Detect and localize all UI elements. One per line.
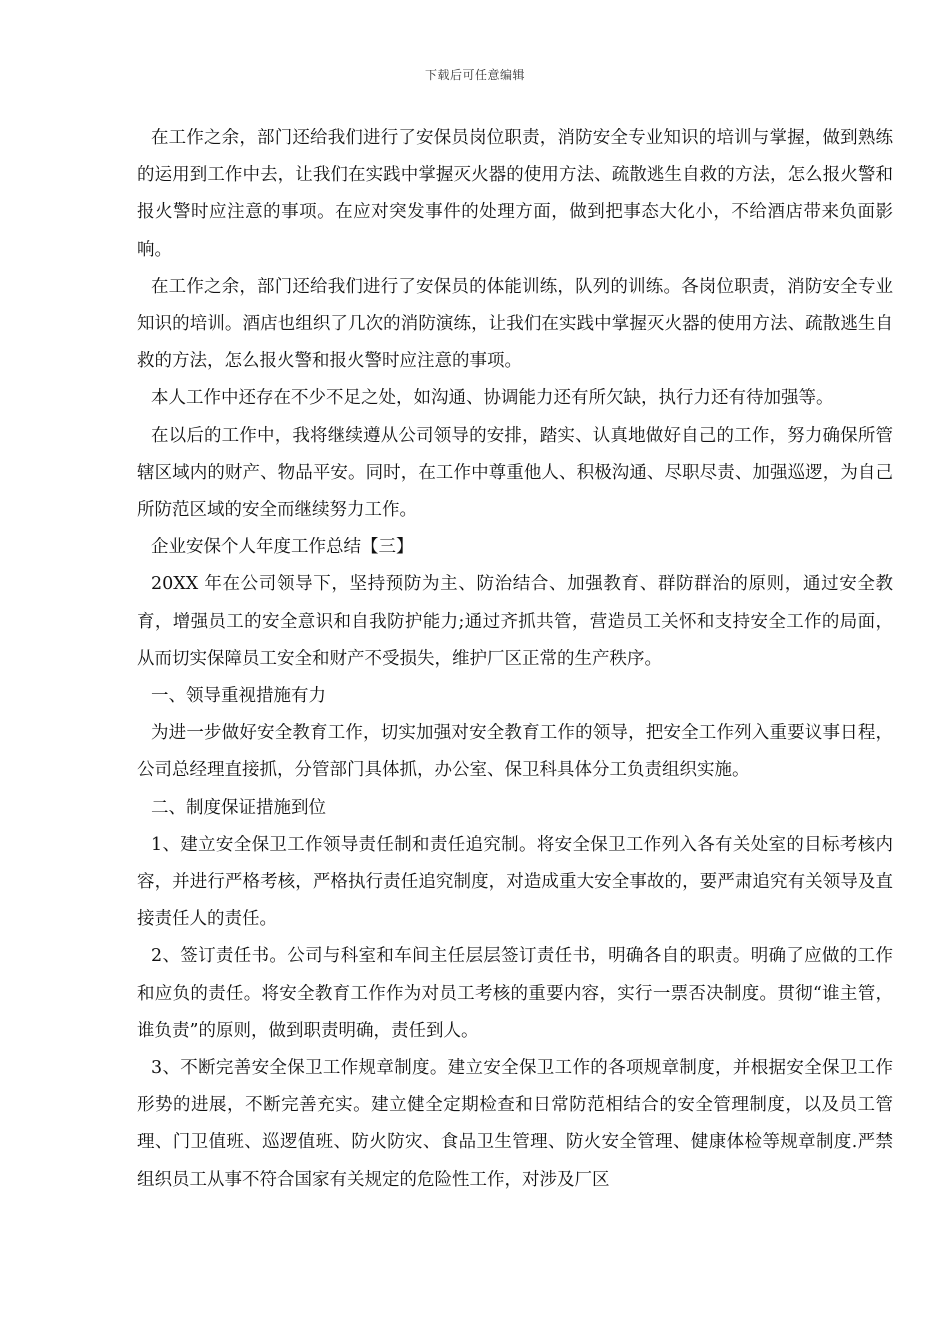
- paragraph: 1、建立安全保卫工作领导责任制和责任追究制。将安全保卫工作列入各有关处室的目标考核内容，并进行严格考核，严格执行责任追究制度，对造成重大安全事故的，要严肃追究有关领导及直接责任人的责任。: [137, 834, 893, 930]
- paragraph: 3、不断完善安全保卫工作规章制度。建立安全保卫工作的各项规章制度，并根据安全保卫工作形势的进展，不断完善充实。建立健全定期检查和日常防范相结合的安全管理制度，以及员工管理、门卫值班、巡逻值班、防火防灾、食品卫生管理、防火安全管理、健康体检等规章制度.严禁组织员工从事不符合国家有关规定的危险性工作，对涉及厂区: [137, 1058, 893, 1190]
- paragraph: 20XX 年在公司领导下，坚持预防为主、防治结合、加强教育、群防群治的原则，通过安全教育，增强员工的安全意识和自我防护能力;通过齐抓共管，营造员工关怀和支持安全工作的局面，从而切实保障员工安全和财产不受损失，维护厂区正常的生产秩序。: [137, 574, 893, 669]
- paragraph: 在工作之余，部门还给我们进行了安保员的体能训练，队列的训练。各岗位职责，消防安全专业知识的培训。酒店也组织了几次的消防演练，让我们在实践中掌握灭火器的使用方法、疏散逃生自救的方法，怎么报火警和报火警时应注意的事项。: [137, 276, 893, 372]
- section-title: 企业安保个人年度工作总结【三】: [151, 537, 414, 558]
- paragraph: 在以后的工作中，我将继续遵从公司领导的安排，踏实、认真地做好自己的工作，努力确保所管辖区域内的财产、物品平安。同时，在工作中尊重他人、积极沟通、尽职尽责、加强巡逻，为自己所防范区域的安全而继续努力工作。: [137, 425, 893, 521]
- paragraph: 2、签订责任书。公司与科室和车间主任层层签订责任书，明确各自的职责。明确了应做的工作和应负的责任。将安全教育工作作为对员工考核的重要内容，实行一票否决制度。贯彻“谁主管，谁负责”的原则，做到职责明确，责任到人。: [137, 946, 893, 1041]
- paragraph: 为进一步做好安全教育工作，切实加强对安全教育工作的领导，把安全工作列入重要议事日程，公司总经理直接抓，分管部门具体抓，办公室、保卫科具体分工负责组织实施。: [137, 723, 893, 781]
- document-body: [137, 120, 893, 1199]
- page-header-note: 下载后可任意编辑: [424, 68, 525, 82]
- paragraph: 在工作之余，部门还给我们进行了安保员岗位职责，消防安全专业知识的培训与掌握，做到熟练的运用到工作中去，让我们在实践中掌握灭火器的使用方法、疏散逃生自救的方法，怎么报火警和报火警时应注意的事项。在应对突发事件的处理方面，做到把事态大化小，不给酒店带来负面影响。: [137, 128, 893, 260]
- section-heading: 二、制度保证措施到位: [151, 797, 326, 818]
- paragraph: 本人工作中还存在不少不足之处，如沟通、协调能力还有所欠缺，执行力还有待加强等。: [151, 388, 834, 409]
- section-heading: 一、领导重视措施有力: [151, 686, 326, 707]
